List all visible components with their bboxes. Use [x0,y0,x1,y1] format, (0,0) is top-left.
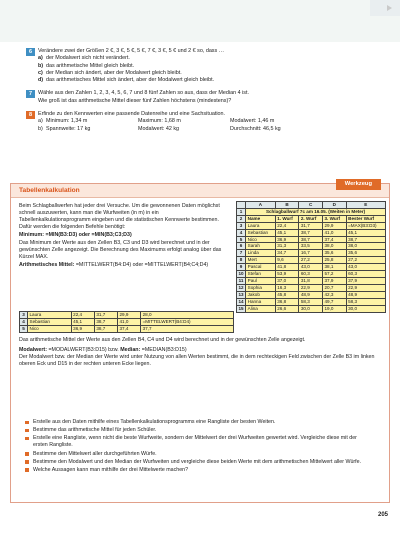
value-cell: 37,0 [275,277,299,284]
task-bullet [25,419,365,426]
value-cell: 38,0 [346,243,385,250]
spreadsheet-row [237,264,386,271]
bullet-text: Bestimme das arithmetische Mittel für jeden Schüler. [33,427,157,434]
exercise-number: 7 [26,90,35,98]
mean-example-row [20,318,234,325]
value-cell: 38,7 [299,236,323,243]
value-cell: 48,9 [346,291,385,298]
tool-box-tabellenkalkulation [10,183,390,503]
value-cell: 37,9 [323,277,347,284]
task-bullet [25,459,365,466]
exercise-text-2: Wie groß ist das arithmetische Mittel dieser fünf Zahlen höchstens (mindestens)? [38,97,232,104]
task-bullet-list [25,419,365,475]
row-number: 4 [237,229,246,236]
sub-label: b) [38,62,44,69]
value-cell: 19,0 [323,305,347,312]
exercise-text: Erfinde zu den Kennwerten eine passende Datenreihe und eine Sachsituation. [38,111,226,118]
value-cell: 22,9 [299,284,323,291]
value-cell: 43,0 [346,264,385,271]
bullet-square-icon [25,460,29,464]
value-cell: 37,9 [346,277,385,284]
col-header: A [246,202,276,209]
name-cell: Nico [28,325,72,332]
header-cell: 3. Wurf [323,215,347,222]
value-cell: 26,6 [275,305,299,312]
value-cell: 45,1 [346,229,385,236]
value-cell: 31,3 [275,243,299,250]
after-mini-text: Das arithmetische Mittel der Werte aus den Zellen B4, C4 und D4 wird berechnet und in der gewünschten Zelle angezeigt. [19,337,306,343]
value-cell: 31,7 [299,222,323,229]
sub-label: c) [38,69,43,76]
spreadsheet-row [237,277,386,284]
value-cell: 27,2 [299,257,323,264]
row-number: 13 [238,291,244,297]
value-cell: 41,0 [117,318,140,325]
bullet-square-icon [25,452,29,456]
col-header: B [275,202,299,209]
value-cell: 27,2 [346,257,385,264]
name-cell: Jakob [246,291,276,298]
row-number: 8 [237,257,246,264]
row-number: 2 [237,215,246,222]
spreadsheet-row [237,236,386,243]
mean-example-row [20,325,234,332]
name-cell: Linda [246,250,276,257]
modal-label: Modalwert: [19,347,47,354]
exercise-row-a [38,118,378,125]
value-cell: =MAX(B3:D3) [346,222,385,229]
name-cell: Sarah [246,243,276,250]
value-cell: 9,6 [275,257,299,264]
value-cell: 38,7 [346,236,385,243]
sub-text: das arithmetische Mittel gleich bleibt. [46,62,135,69]
value-cell: 37,7 [141,325,234,332]
value-cell: 22,4 [275,222,299,229]
value-cell: Modalwert: 1,46 m [230,118,275,125]
exercise-list [28,48,378,137]
value-cell: 20,7 [323,284,347,291]
median-formula: =MEDIAN(B3:D15) [141,347,187,354]
col-header: D [323,202,347,209]
row-number: 12 [238,284,244,290]
exercise-text: Wähle aus den Zahlen 1, 2, 3, 4, 5, 6, 7 und 8 fünf Zahlen so aus, dass der Median 4 ist. [38,90,249,97]
name-cell: Laura [246,222,276,229]
value-cell: 49,7 [323,298,347,305]
bullet-square-icon [25,421,29,425]
value-cell: 22,4 [71,312,94,319]
task-bullet [25,467,365,474]
exercise-7 [28,90,378,105]
exercise-text: Verändere zwei der Größen 2 €, 3 €, 5 €, 5 €, 7 €, 3 €, 5 € und 2 € so, dass … [38,48,225,54]
exercise-row-b [38,126,378,133]
value-cell: 38,7 [94,318,117,325]
value-cell: 36,8 [275,298,299,305]
page-corner-tab [370,0,400,16]
sub-label: b) [38,125,43,132]
bullet-text: Bestimme den Mittelwert aller durchgeführten Würfe. [33,450,157,457]
mean-formula: =MITTELWERT(B4:D4) oder =MITTELWERT(B4;C4;D4) [75,261,209,268]
row-number: 7 [237,250,246,257]
page-header-band [0,0,400,42]
row-number: 1 [237,208,246,215]
minmax-formula: Minimum: =MIN(B3:D3) oder =MIN(B3;C3;D3) [19,232,132,239]
name-cell: Hanna [246,298,276,305]
spreadsheet-header-row [237,215,386,222]
intro-text: Beim Schlagballwerfen hat jeder drei Versuche. Um die gewonnenen Daten möglichst schnell auszuwerten, kann man die Wurfweiten (in m) in ein Tabellenkalkulationsprogramm eingeben und die statistischen Kennwerte bestimmen. Dafür werden die folgenden Befehle benötigt: [19,203,220,231]
value-cell: =MITTELWERT(B4:D4) [141,318,234,325]
value-cell: 43,0 [299,264,323,271]
row-number: 6 [237,243,246,250]
exercise-sub-a [38,55,378,62]
exercise-sub-c [38,70,378,77]
mean-example-row [20,312,234,319]
spreadsheet-row [237,305,386,312]
name-cell: Sebastian [28,318,72,325]
value-cell: 38,7 [94,325,117,332]
sub-text: das arithmetisches Mittel sich ändert, aber der Modalwert gleich bleibt. [46,77,215,84]
row-number: 10 [238,271,244,277]
box-explanations [19,337,381,372]
value-cell: 29,9 [117,312,140,319]
row-number: 3 [237,222,246,229]
spreadsheet-row [237,243,386,250]
spreadsheet-row [237,291,386,298]
name-cell: Sophia [246,284,276,291]
sub-label: d) [38,77,44,84]
value-cell: 45,1 [275,229,299,236]
box-intro [19,203,229,269]
value-cell: 58,3 [299,298,323,305]
task-bullet [25,427,365,434]
spreadsheet-row [237,298,386,305]
exercise-8 [28,111,378,133]
value-cell: 45,8 [275,291,299,298]
value-cell: 41,8 [275,264,299,271]
col-header: C [299,202,323,209]
name-cell: Pascal [246,264,276,271]
value-cell: Durchschnitt: 46,5 kg [230,125,281,132]
task-bullet [25,435,365,449]
value-cell: 16,3 [275,284,299,291]
row-number: 14 [238,298,244,304]
name-cell: Alina [246,305,276,312]
value-cell: 31,7 [94,312,117,319]
task-bullet [25,451,365,458]
value-cell: 22,9 [346,284,385,291]
value-cell: 58,3 [346,298,385,305]
value-cell: 60,3 [346,271,385,278]
page-number: 205 [377,512,388,518]
arrow-right-icon [387,5,392,11]
sub-label: a) [38,55,43,62]
value-cell: 36,9 [71,325,94,332]
value-cell: 38,1 [323,264,347,271]
name-cell: Nico [246,236,276,243]
value-cell: 37,4 [323,236,347,243]
name-cell: Laura [28,312,72,319]
value-cell: 35,6 [346,250,385,257]
header-cell: 1. Wurf [275,215,299,222]
row-number: 4 [20,318,28,325]
bullet-text: Welche Aussagen kann man mithilfe der drei Mittelwerte machen? [33,466,189,473]
row-number: 5 [237,236,246,243]
value-cell: Modalwert: 42 kg [138,125,180,132]
header-cell: 2. Wurf [299,215,323,222]
spreadsheet-title-row [237,208,386,215]
row-number: 9 [237,264,246,271]
header-cell: Bester Wurf [346,215,385,222]
exercise-sub-d [38,77,378,84]
box-title: Tabellenkalkulation [19,187,80,194]
value-cell: 16,7 [299,250,323,257]
value-cell: Spannweite: 17 kg [46,125,91,132]
sub-text: der Modalwert sich nicht verändert. [46,55,130,62]
sub-text: der Median sich ändert, aber der Modalwert gleich bleibt. [46,69,182,76]
value-cell: 60,3 [299,271,323,278]
name-cell: Sebastian [246,229,276,236]
spreadsheet-row [237,250,386,257]
value-cell: 42,3 [323,291,347,298]
modal-text: Der Modalwert bzw. der Median der Werte wird unter Nutzung von allen Werten bestimmt, die in dem rechteckigen Feld zwischen der Zelle B3 im linken oberen Eck und D15 in der rechten unteren Ecke liegen. [19,354,375,368]
value-cell: 35,6 [323,250,347,257]
row-number: 5 [20,325,28,332]
corner-cell [237,202,246,209]
bullet-text: Bestimme den Modalwert und den Median der Wurfweiten und vergleiche diese beiden Werte mit dem arithmetischen Mittelwert aller Würfe. [33,458,362,465]
col-header: E [346,202,385,209]
werkzeug-tag: Werkzeug [336,179,381,190]
value-cell: Maximum: 1,68 m [138,118,181,125]
spreadsheet-row [237,257,386,264]
exercise-sub-b [38,63,378,70]
value-cell: 36,9 [275,236,299,243]
sub-label: a) [38,118,43,125]
row-number: 3 [20,312,28,319]
name-cell: Stefan [246,271,276,278]
bullet-text: Erstelle eine Rangliste, wenn nicht die beste Wurfweite, sondern der Mittelwert der drei Wurfweiten gewertet wird. Vergleiche diese mit der ersten Rangliste. [33,435,357,449]
value-cell: 48,9 [299,291,323,298]
sheet-title: Schlagballwurf 7c am 16.05. (Weiten in Meter) [246,208,386,215]
exercise-6 [28,48,378,84]
value-cell: 29,9 [323,222,347,229]
row-number: 11 [237,277,246,284]
header-cell: Name [246,215,276,222]
spreadsheet-row [237,229,386,236]
value-cell: 57,2 [323,271,347,278]
mean-label: Arithmetisches Mittel: [19,261,75,268]
name-cell: Mert [246,257,276,264]
bullet-square-icon [25,429,29,433]
spreadsheet-row [237,222,386,229]
value-cell: 28,0 [141,312,234,319]
value-cell: 33,5 [299,243,323,250]
bullet-text: Erstelle aus den Daten mithilfe eines Tabellenkalkulationsprogramms eine Rangliste der besten Weiten. [33,419,276,425]
name-cell: Paul [246,277,276,284]
median-label: Median: [120,347,141,354]
value-cell: 53,9 [275,271,299,278]
value-cell: 45,1 [71,318,94,325]
spreadsheet-table [236,201,386,313]
exercise-number: 8 [26,111,35,119]
modal-formula: =MODALWERT(B3:D15) bzw. [48,347,119,354]
value-cell: 38,0 [323,243,347,250]
mean-example-table [19,311,234,333]
value-cell: 25,8 [323,257,347,264]
value-cell: 34,7 [275,250,299,257]
spreadsheet-row [237,284,386,291]
exercise-number: 6 [26,48,35,56]
bullet-square-icon [25,437,29,441]
spreadsheet-col-header [237,202,386,209]
row-number: 15 [238,305,244,311]
value-cell: 31,8 [299,277,323,284]
bullet-square-icon [25,468,29,472]
spreadsheet-row [237,271,386,278]
value-cell: 30,0 [346,305,385,312]
box-header [11,181,389,198]
minmax-text: Das Minimum der Werte aus den Zellen B3, C3 und D3 wird berechnet und in der gewünschten Zelle angezeigt. Die Berechnung des Maximums erfolgt analog über das Kürzel MAX. [19,239,222,260]
value-cell: 37,4 [117,325,140,332]
value-cell: 41,0 [323,229,347,236]
value-cell: Minimum: 1,34 m [46,118,88,125]
value-cell: 30,0 [299,305,323,312]
value-cell: 38,7 [299,229,323,236]
